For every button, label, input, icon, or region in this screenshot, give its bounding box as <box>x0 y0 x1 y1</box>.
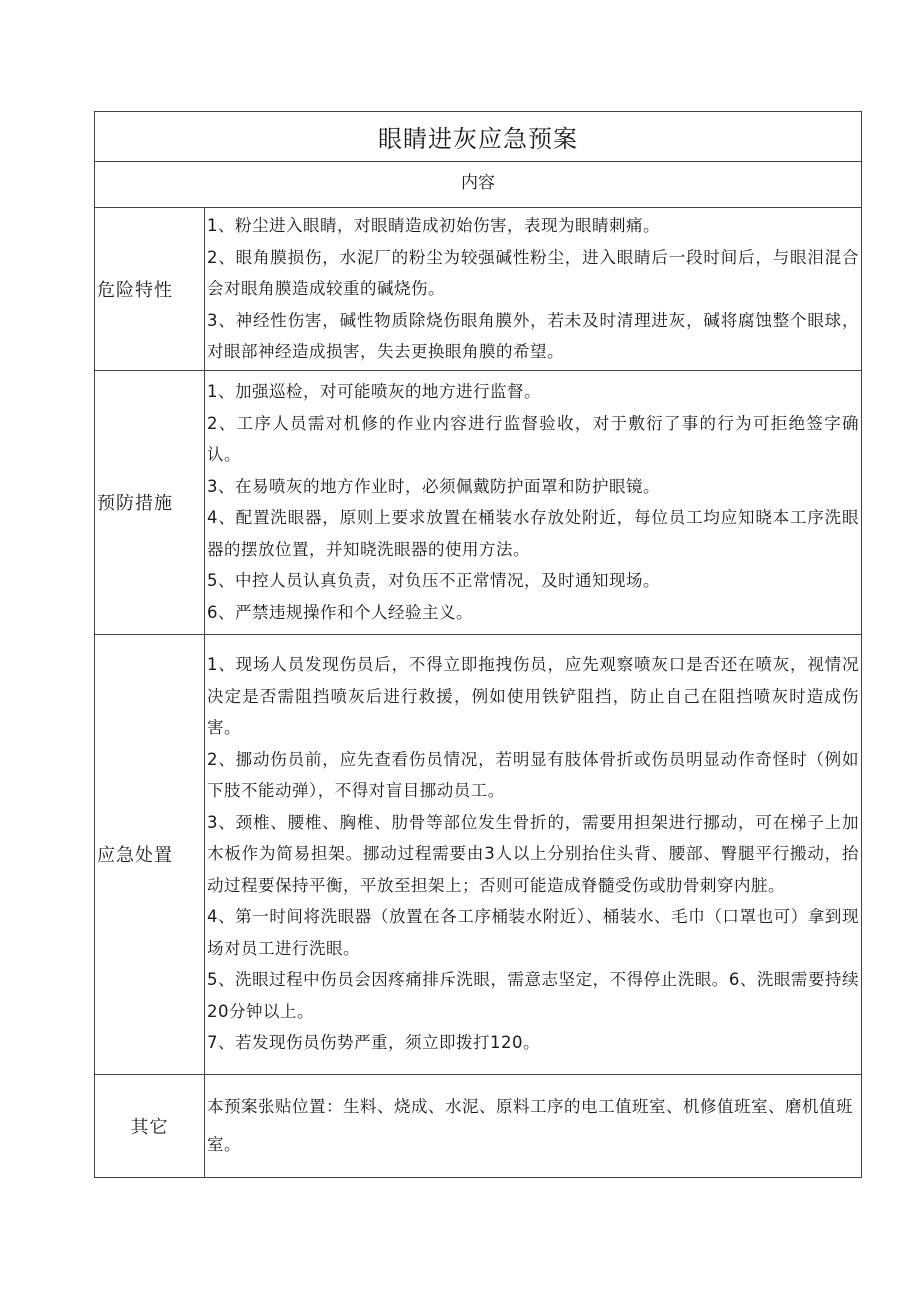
prevention-item: 4、配置洗眼器，原则上要求放置在桶装水存放处附近，每位员工均应知晓本工序洗眼器的摆放位置，并知晓洗眼器的使用方法。 <box>207 508 859 559</box>
hazard-item: 1、粉尘进入眼睛，对眼睛造成初始伤害，表现为眼睛刺痛。 <box>207 216 660 235</box>
posting-location-text: 本预案张贴位置：生料、烧成、水泥、原料工序的电工值班室、机修值班室、磨机值班室。 <box>207 1096 853 1154</box>
prevention-item: 5、中控人员认真负责，对负压不正常情况，及时通知现场。 <box>207 571 660 590</box>
prevention-item: 3、在易喷灰的地方作业时，必须佩戴防护面罩和防护眼镜。 <box>207 476 660 496</box>
title-row <box>95 112 862 162</box>
prevention-item: 1、加强巡检，对可能喷灰的地方进行监督。 <box>207 382 541 401</box>
emergency-item: 1、现场人员发现伤员后，不得立即拖拽伤员，应先观察喷灰口是否还在喷灰，视情况决定是否需阻挡喷灰后进行救援，例如使用铁铲阻挡，防止自己在阻挡喷灰时造成伤害。 <box>207 655 859 738</box>
prevention-item: 2、工序人员需对机修的作业内容进行监督验收，对于敷衍了事的行为可拒绝签字确认。 <box>207 413 859 464</box>
hazard-item: 2、眼角膜损伤，水泥厂的粉尘为较强碱性粉尘，进入眼睛后一段时间后，与眼泪混合会对眼角膜造成较重的碱烧伤。 <box>207 247 859 298</box>
section-row-hazard <box>95 208 862 371</box>
section-label-other: 其它 <box>95 1074 205 1177</box>
emergency-plan-table <box>94 111 862 1178</box>
document-title: 眼睛进灰应急预案 <box>95 112 862 162</box>
subheading-row <box>95 162 862 208</box>
section-content-prevention <box>205 370 862 634</box>
section-content-hazard <box>205 208 862 371</box>
section-content-other <box>205 1074 862 1177</box>
section-content-emergency <box>205 634 862 1074</box>
emergency-item: 4、第一时间将洗眼器（放置在各工序桶装水附近）、桶装水、毛巾（口罩也可）拿到现场对员工进行洗眼。 <box>207 907 859 958</box>
section-row-other <box>95 1074 862 1177</box>
section-label-hazard: 危险特性 <box>95 208 205 371</box>
content-heading: 内容 <box>95 162 862 208</box>
hazard-item: 3、神经性伤害，碱性物质除烧伤眼角膜外，若未及时清理进灰，碱将腐蚀整个眼球，对眼部神经造成损害，失去更换眼角膜的希望。 <box>207 310 859 361</box>
section-label-prevention: 预防措施 <box>95 370 205 634</box>
emergency-item: 5、洗眼过程中伤员会因疼痛排斥洗眼，需意志坚定，不得停止洗眼。6、洗眼需要持续20分钟以上。 <box>207 970 859 1021</box>
section-label-emergency: 应急处置 <box>95 634 205 1074</box>
emergency-item: 2、挪动伤员前，应先查看伤员情况，若明显有肢体骨折或伤员明显动作奇怪时（例如下肢不能动弹），不得对盲目挪动员工。 <box>207 749 859 801</box>
prevention-item: 6、严禁违规操作和个人经验主义。 <box>207 602 473 622</box>
emergency-item: 7、若发现伤员伤势严重，须立即拨打120。 <box>207 1033 540 1053</box>
section-row-emergency <box>95 634 862 1074</box>
section-row-prevention <box>95 370 862 634</box>
emergency-item: 3、颈椎、腰椎、胸椎、肋骨等部位发生骨折的，需要用担架进行挪动，可在梯子上加木板作为简易担架。挪动过程需要由3人以上分别抬住头背、腰部、臀腿平行搬动，抬动过程要保持平衡，平放至担架上；否则可能造成脊髓受伤或肋骨刺穿内脏。 <box>207 812 859 895</box>
